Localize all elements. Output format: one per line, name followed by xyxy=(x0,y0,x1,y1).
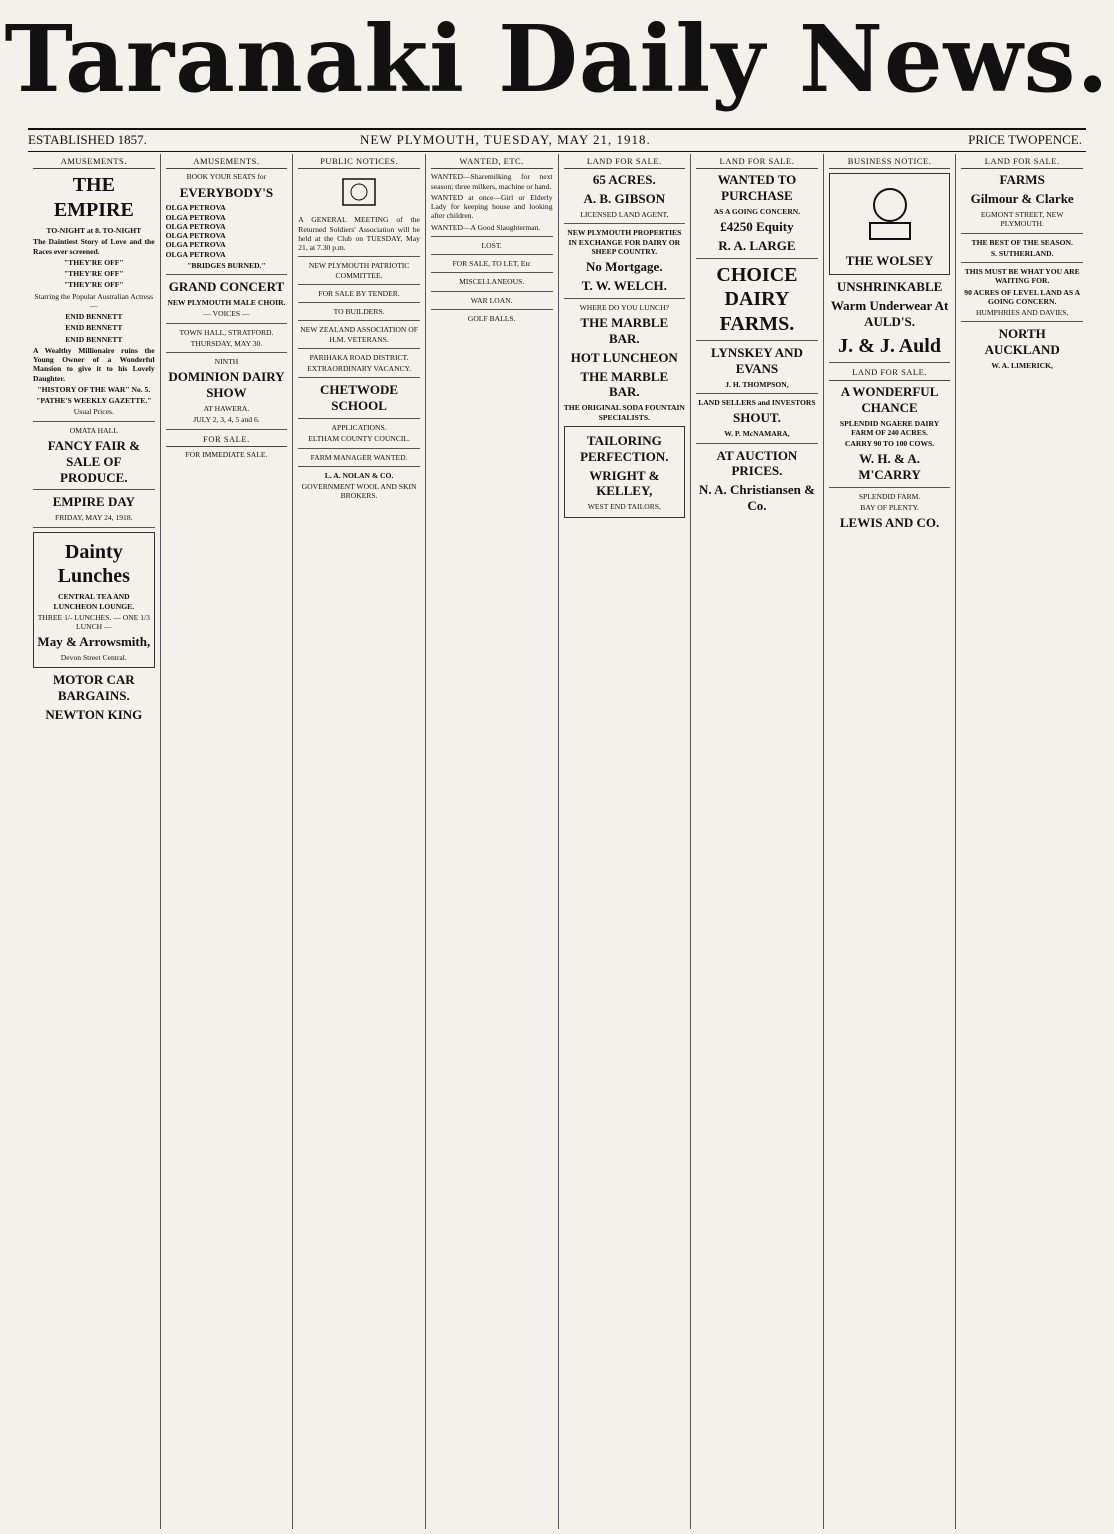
ad-heading: Dainty Lunches xyxy=(57,540,130,587)
notice-heading: EXTRAORDINARY VACANCY. xyxy=(307,364,412,374)
section-heading: FOR SALE, TO LET, Etc xyxy=(452,259,531,269)
ad-heading: MOTOR CAR BARGAINS. xyxy=(52,672,135,704)
ad-text: "BRIDGES BURNED." xyxy=(187,260,266,270)
ad-text: BAY OF PLENTY. xyxy=(860,503,919,513)
ad-text: THREE 1/- LUNCHES. — ONE 1/3 LUNCH — xyxy=(37,612,150,632)
ad-heading: THE MARBLE BAR. xyxy=(580,315,669,346)
divider xyxy=(431,272,553,273)
column-heading: LAND FOR SALE. xyxy=(564,156,686,169)
divider xyxy=(33,421,155,422)
divider xyxy=(298,302,420,303)
ad-text: WHERE DO YOU LUNCH? xyxy=(579,302,669,312)
divider xyxy=(166,352,288,353)
dateline-rule xyxy=(28,151,1086,152)
divider xyxy=(431,254,553,255)
ad-text: AS A GOING CONCERN. xyxy=(713,207,801,217)
divider xyxy=(961,262,1083,263)
ad-heading: £4250 Equity xyxy=(720,219,794,235)
ad-heading: 65 ACRES. xyxy=(592,172,656,188)
divider xyxy=(564,223,686,224)
ad-text: TOWN HALL, STRATFORD. xyxy=(179,327,274,337)
column-heading: WANTED, ETC. xyxy=(431,156,553,169)
wolsey-logo xyxy=(829,173,951,275)
ad-text: HUMPHRIES AND DAVIES, xyxy=(975,308,1069,318)
ad-text: THURSDAY, MAY 30. xyxy=(190,338,263,348)
ad-text: A Wealthy Millionaire ruins the Young Owner of a Wonderful Mansion to give it to his Lovely Daughter. xyxy=(33,345,155,383)
ad-text: OLGA PETROVA xyxy=(165,240,226,250)
divider xyxy=(961,233,1083,234)
ad-text: "THEY'RE OFF" xyxy=(63,269,124,279)
divider xyxy=(298,377,420,378)
ad-heading: W. H. & A. M'CARRY xyxy=(858,451,921,483)
wolsey-figure-icon xyxy=(855,177,925,247)
page-columns xyxy=(28,154,1088,1529)
divider xyxy=(298,320,420,321)
ad-heading: FANCY FAIR & SALE OF PRODUCE. xyxy=(47,437,140,485)
notice-heading: CHETWODE SCHOOL xyxy=(320,382,399,414)
section-heading: LOST. xyxy=(481,240,502,250)
ad-text: FRIDAY, MAY 24, 1918. xyxy=(55,513,133,523)
ad-text: "THEY'RE OFF" xyxy=(63,257,124,267)
divider xyxy=(696,393,818,394)
ad-text: ENID BENNETT xyxy=(65,323,123,333)
ad-text: "PATHE'S WEEKLY GAZETTE." xyxy=(36,396,152,406)
ad-text: "HISTORY OF THE WAR" No. 5. xyxy=(37,384,151,394)
ad-text: THIS MUST BE WHAT YOU ARE WAITING FOR. xyxy=(964,267,1080,286)
ad-heading: NORTH AUCKLAND xyxy=(984,326,1060,358)
newspaper-title: Taranaki Daily News. xyxy=(4,5,1110,113)
ad-heading: T. W. WELCH. xyxy=(581,277,667,293)
ad-heading: A WONDERFUL CHANCE xyxy=(840,383,939,415)
column-1 xyxy=(28,154,161,1529)
ad-text: NEW PLYMOUTH PROPERTIES IN EXCHANGE FOR DAIRY OR SHEEP COUNTRY. xyxy=(567,228,682,256)
column-heading: AMUSEMENTS. xyxy=(33,156,155,169)
ad-heading: TAILORING PERFECTION. xyxy=(580,432,669,464)
ad-heading: No Mortgage. xyxy=(586,259,663,275)
divider xyxy=(298,256,420,257)
ad-heading: Gilmour & Clarke xyxy=(970,191,1074,207)
ad-heading: UNSHRINKABLE xyxy=(836,279,943,295)
ad-text: S. SUTHERLAND. xyxy=(990,248,1054,258)
divider xyxy=(298,348,420,349)
notice-heading: L. A. NOLAN & CO. xyxy=(324,470,394,480)
classified-text: WANTED—A Good Slaughterman. xyxy=(430,222,541,232)
ad-text: THE BEST OF THE SEASON. xyxy=(971,237,1073,247)
ad-text: OLGA PETROVA xyxy=(165,203,226,213)
ad-heading: HOT LUNCHEON xyxy=(570,349,678,365)
notice-text: A GENERAL MEETING of the Returned Soldiers' Association will be held at the Club on TUESDAY, May 21, at 7.30 p.m. xyxy=(298,215,420,253)
notice-text: GOVERNMENT WOOL AND SKIN BROKERS. xyxy=(301,482,417,501)
notice-heading: TO BUILDERS. xyxy=(333,307,385,317)
section-heading: FOR SALE. xyxy=(166,434,288,447)
ad-heading: OMATA HALL xyxy=(69,425,118,435)
ad-heading: EMPIRE DAY xyxy=(52,494,135,510)
notice-heading: PARIHAKA ROAD DISTRICT. xyxy=(309,352,409,362)
column-heading: LAND FOR SALE. xyxy=(961,156,1083,169)
divider xyxy=(829,487,951,488)
ad-text: LAND SELLERS and INVESTORS xyxy=(698,398,816,408)
ad-heading: THE MARBLE BAR. xyxy=(580,368,669,400)
divider xyxy=(961,321,1083,322)
ad-text: CARRY 90 TO 100 COWS. xyxy=(844,439,935,449)
ad-heading: CHOICE DAIRY FARMS. xyxy=(716,264,798,335)
column-heading: AMUSEMENTS. xyxy=(166,156,288,169)
ad-text: Devon Street Central. xyxy=(60,653,127,663)
ad-text: BOOK YOUR SEATS for xyxy=(186,172,267,182)
ad-text: TO-NIGHT at 8. TO-NIGHT xyxy=(46,226,142,236)
divider xyxy=(564,298,686,299)
notice-heading: FOR SALE BY TENDER. xyxy=(318,288,400,298)
ad-heading: EVERYBODY'S xyxy=(179,184,274,200)
divider xyxy=(696,340,818,341)
column-3 xyxy=(293,154,426,1529)
divider xyxy=(33,527,155,528)
ad-heading: SHOUT. xyxy=(733,410,781,426)
ad-text: FOR IMMEDIATE SALE. xyxy=(185,449,268,459)
divider xyxy=(166,323,288,324)
ad-heading: LEWIS AND CO. xyxy=(839,515,940,531)
ad-heading: WRIGHT & KELLEY, xyxy=(589,467,660,499)
ad-text: JULY 2, 3, 4, 5 and 6. xyxy=(193,415,260,425)
ad-text: LICENSED LAND AGENT, xyxy=(580,210,669,220)
column-heading: LAND FOR SALE. xyxy=(696,156,818,169)
ad-text: WEST END TAILORS, xyxy=(587,502,661,512)
ad-heading: AT AUCTION PRICES. xyxy=(716,447,798,479)
section-heading: LAND FOR SALE. xyxy=(829,367,951,380)
divider xyxy=(298,448,420,449)
section-heading: GOLF BALLS. xyxy=(467,313,516,323)
ad-text: THE ORIGINAL SODA FOUNTAIN SPECIALISTS. xyxy=(563,403,685,422)
ad-heading: Warm Underwear At AULD'S. xyxy=(830,298,949,330)
dainty-lunches-ad xyxy=(33,532,155,669)
divider xyxy=(298,418,420,419)
ad-text: 90 ACRES OF LEVEL LAND AS A GOING CONCERN. xyxy=(964,287,1081,306)
ad-heading: THE EMPIRE xyxy=(53,174,134,221)
ad-heading: May & Arrowsmith, xyxy=(37,634,151,650)
ad-text: Starring the Popular Australian Actress— xyxy=(34,291,154,310)
crest-icon xyxy=(339,175,379,209)
masthead xyxy=(0,0,1114,125)
dateline-bar xyxy=(0,130,1114,152)
notice-heading: NEW ZEALAND ASSOCIATION OF H.M. VETERANS. xyxy=(300,325,418,344)
ad-text: CENTRAL TEA AND LUNCHEON LOUNGE. xyxy=(53,592,135,611)
column-2 xyxy=(161,154,294,1529)
ad-text: Usual Prices. xyxy=(73,407,114,417)
divider xyxy=(829,362,951,363)
ad-heading: J. & J. Auld xyxy=(838,335,941,358)
section-heading: WAR LOAN. xyxy=(470,295,513,305)
ad-text: EGMONT STREET, NEW PLYMOUTH. xyxy=(980,210,1064,229)
divider xyxy=(33,489,155,490)
column-8 xyxy=(956,154,1088,1529)
ad-text: J. H. THOMPSON, xyxy=(725,379,789,389)
notice-heading: APPLICATIONS. xyxy=(331,423,387,433)
ad-text: SPLENDID FARM. xyxy=(858,491,921,501)
ad-text: W. A. LIMERICK, xyxy=(991,361,1053,371)
column-7 xyxy=(824,154,957,1529)
ad-heading: NEWTON KING xyxy=(45,707,143,723)
ad-heading: FARMS xyxy=(999,172,1045,188)
column-6 xyxy=(691,154,824,1529)
divider xyxy=(431,309,553,310)
column-heading: BUSINESS NOTICE. xyxy=(829,156,951,169)
ad-text: — VOICES — xyxy=(203,309,250,319)
ad-text: ENID BENNETT xyxy=(65,312,123,322)
ad-heading: LYNSKEY AND EVANS xyxy=(711,345,803,377)
classified-text: WANTED—Sharemilking for next season; three milkers, machine or hand. xyxy=(430,172,553,191)
ad-text: OLGA PETROVA xyxy=(165,231,226,241)
ad-text: ENID BENNETT xyxy=(65,334,123,344)
ad-heading: A. B. GIBSON xyxy=(583,191,666,207)
classified-text: WANTED at once—Girl or Elderly Lady for keeping house and looking after children. xyxy=(430,192,553,221)
notice-heading: FARM MANAGER WANTED. xyxy=(310,452,408,462)
divider xyxy=(696,443,818,444)
ad-text: "THEY'RE OFF" xyxy=(63,280,124,290)
divider xyxy=(166,429,288,430)
column-heading: PUBLIC NOTICES. xyxy=(298,156,420,169)
section-heading: MISCELLANEOUS. xyxy=(459,277,525,287)
ad-text: The Daintiest Story of Love and the Races ever screened. xyxy=(33,237,155,256)
divider xyxy=(298,466,420,467)
ad-text: NINTH xyxy=(214,357,239,367)
divider xyxy=(298,284,420,285)
price-text: PRICE TWOPENCE. xyxy=(968,132,1082,147)
ad-heading: THE WOLSEY xyxy=(845,252,934,268)
ad-text: OLGA PETROVA xyxy=(165,221,226,231)
ad-heading: N. A. Christiansen & Co. xyxy=(698,482,815,514)
issue-date: NEW PLYMOUTH, TUESDAY, MAY 21, 1918. xyxy=(360,132,651,147)
notice-heading: NEW PLYMOUTH PATRIOTIC COMMITTEE. xyxy=(308,261,410,280)
column-4 xyxy=(426,154,559,1529)
notice-heading: ELTHAM COUNTY COUNCIL. xyxy=(308,434,410,444)
ad-text: OLGA PETROVA xyxy=(165,212,226,222)
ad-heading: GRAND CONCERT xyxy=(168,279,285,295)
divider xyxy=(166,274,288,275)
column-5 xyxy=(559,154,692,1529)
divider xyxy=(431,236,553,237)
divider xyxy=(431,291,553,292)
divider xyxy=(696,258,818,259)
ad-heading: WANTED TO PURCHASE xyxy=(717,172,797,204)
tailoring-ad xyxy=(564,426,686,518)
ad-heading: DOMINION DAIRY SHOW xyxy=(168,369,285,401)
ad-heading: R. A. LARGE xyxy=(718,238,796,254)
established-text: ESTABLISHED 1857. xyxy=(28,132,147,147)
ad-text: W. P. McNAMARA, xyxy=(724,429,790,439)
ad-text: OLGA PETROVA xyxy=(165,249,226,259)
ad-text: AT HAWERA. xyxy=(203,404,250,414)
ad-text: NEW PLYMOUTH MALE CHOIR. xyxy=(167,298,286,308)
ad-text: SPLENDID NGAERE DAIRY FARM OF 240 ACRES. xyxy=(839,418,940,437)
